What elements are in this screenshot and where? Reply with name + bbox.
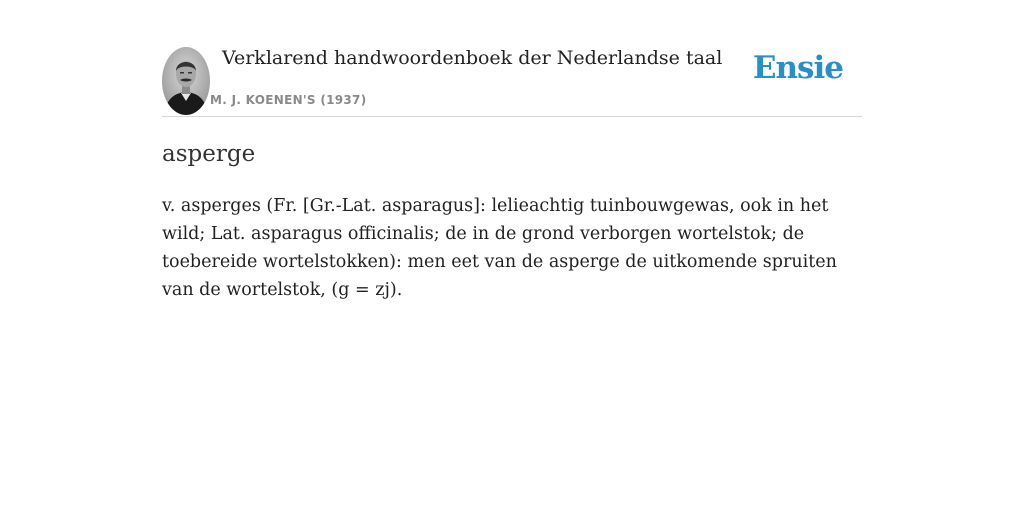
ensie-logo-link[interactable]: Ensie	[752, 50, 843, 86]
author-portrait	[162, 47, 210, 115]
portrait-image	[162, 47, 210, 115]
page-content	[162, 0, 862, 300]
entry-headword: asperge	[162, 141, 256, 167]
dictionary-header	[162, 0, 862, 117]
entry-definition: v. asperges (Fr. [Gr.-Lat. asparagus]: lelieachtig tuinbouwgewas, ook in het wild; Lat. asparagus officinalis; de in de grond verborgen wortelstok; de toebereide wortelstokken): men eet van de asperge de uitkomende spruiten van de wortelstok, (g = zj).	[162, 196, 837, 300]
dictionary-title: Verklarend handwoordenboek der Nederlandse taal	[222, 47, 723, 69]
dictionary-subtitle: M. J. KOENEN'S (1937)	[210, 93, 367, 107]
